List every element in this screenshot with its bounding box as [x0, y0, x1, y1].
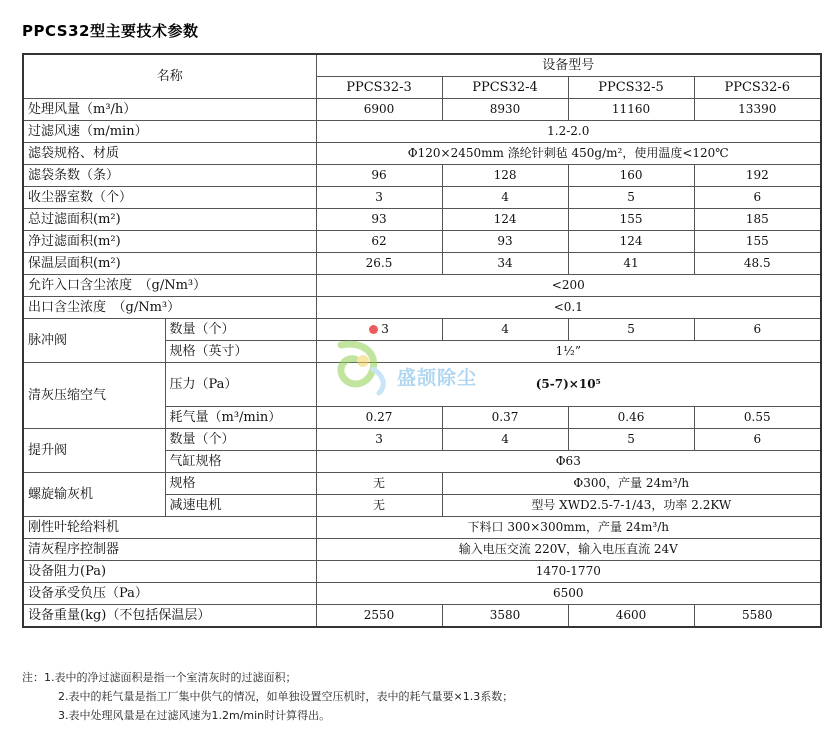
note-item — [22, 668, 513, 687]
spec-table — [22, 53, 822, 628]
table-row — [23, 121, 821, 143]
cell-value: 1.2-2.0 — [316, 121, 821, 143]
table-row — [23, 583, 821, 605]
cell-value: 无 — [316, 473, 442, 495]
cell-value: 93 — [442, 231, 568, 253]
table-row — [23, 319, 821, 341]
cell-value: 5 — [568, 319, 694, 341]
header-model-group: 设备型号 — [316, 54, 821, 77]
row-label: 净过滤面积(m²) — [23, 231, 316, 253]
table-row — [23, 517, 821, 539]
row-label: 过滤风速（m/min） — [23, 121, 316, 143]
row-label: 设备承受负压（Pa） — [23, 583, 316, 605]
table-row — [23, 209, 821, 231]
cell-value: 1470-1770 — [316, 561, 821, 583]
sub-label: 规格 — [165, 473, 316, 495]
group-label: 提升阀 — [23, 429, 165, 473]
cell-value: 3 — [316, 187, 442, 209]
model-header: PPCS32-3 — [316, 77, 442, 99]
cell-value: 0.27 — [316, 407, 442, 429]
cell-value: 2550 — [316, 605, 442, 628]
notes — [22, 668, 513, 725]
page-title: PPCS32型主要技术参数 — [22, 22, 199, 40]
cell-value: 6 — [694, 187, 821, 209]
cell-value: 62 — [316, 231, 442, 253]
cell-value: 192 — [694, 165, 821, 187]
sub-label: 压力（Pa） — [165, 363, 316, 407]
note-text: 1.表中的净过滤面积是指一个室清灰时的过滤面积； — [44, 671, 297, 684]
table-row — [23, 297, 821, 319]
cell-value: 6 — [694, 319, 821, 341]
group-label: 脉冲阀 — [23, 319, 165, 363]
cell-value: 155 — [568, 209, 694, 231]
table-row — [23, 253, 821, 275]
sub-label: 耗气量（m³/min） — [165, 407, 316, 429]
sub-label: 规格（英寸） — [165, 341, 316, 363]
cell-value: 输入电压交流 220V，输入电压直流 24V — [316, 539, 821, 561]
cell-value: 124 — [442, 209, 568, 231]
model-header: PPCS32-6 — [694, 77, 821, 99]
cell-value: 5 — [568, 187, 694, 209]
row-label: 收尘器室数（个） — [23, 187, 316, 209]
sub-label: 减速电机 — [165, 495, 316, 517]
note-item: 2.表中的耗气量是指工厂集中供气的情况，如单独设置空压机时，表中的耗气量要×1.3系数； — [58, 690, 514, 703]
group-label: 清灰压缩空气 — [23, 363, 165, 429]
note-prefix: 注： — [22, 671, 44, 684]
table-row — [23, 165, 821, 187]
cell-value: 41 — [568, 253, 694, 275]
model-header: PPCS32-5 — [568, 77, 694, 99]
row-label: 清灰程序控制器 — [23, 539, 316, 561]
cell-value: 3580 — [442, 605, 568, 628]
header-name: 名称 — [23, 54, 316, 99]
cell-value — [316, 319, 442, 341]
table-row — [23, 473, 821, 495]
cell-value: 185 — [694, 209, 821, 231]
cell-value: <0.1 — [316, 297, 821, 319]
cell-text: 3 — [381, 322, 389, 336]
row-label: 设备重量(kg)（不包括保温层） — [23, 605, 316, 628]
cell-value: 93 — [316, 209, 442, 231]
cell-value: 4 — [442, 429, 568, 451]
sub-label: 数量（个） — [165, 429, 316, 451]
cell-value: 96 — [316, 165, 442, 187]
group-label: 螺旋输灰机 — [23, 473, 165, 517]
row-label: 允许入口含尘浓度 （g/Nm³） — [23, 275, 316, 297]
cell-value: 34 — [442, 253, 568, 275]
table-row — [23, 187, 821, 209]
cell-value: 160 — [568, 165, 694, 187]
cell-value: Φ120×2450mm 涤纶针刺毡 450g/m²，使用温度<120℃ — [316, 143, 821, 165]
cell-value: 1½” — [316, 341, 821, 363]
table-row — [23, 561, 821, 583]
cell-value: 型号 XWD2.5-7-1/43，功率 2.2KW — [442, 495, 821, 517]
cell-value: 11160 — [568, 99, 694, 121]
cell-value: 128 — [442, 165, 568, 187]
cell-value: 26.5 — [316, 253, 442, 275]
row-label: 设备阻力(Pa) — [23, 561, 316, 583]
row-label: 出口含尘浓度 （g/Nm³） — [23, 297, 316, 319]
table-row — [23, 429, 821, 451]
cell-value: 3 — [316, 429, 442, 451]
row-label: 总过滤面积(m²) — [23, 209, 316, 231]
cell-value: 无 — [316, 495, 442, 517]
cell-value: 5580 — [694, 605, 821, 628]
cell-value: 13390 — [694, 99, 821, 121]
cell-value: (5-7)×10⁵ — [316, 363, 821, 407]
cell-value: 6 — [694, 429, 821, 451]
cell-value: 4600 — [568, 605, 694, 628]
cell-value: 4 — [442, 187, 568, 209]
cell-value: 0.55 — [694, 407, 821, 429]
cell-value: 8930 — [442, 99, 568, 121]
cell-value: 48.5 — [694, 253, 821, 275]
row-label: 刚性叶轮给料机 — [23, 517, 316, 539]
cell-value: 4 — [442, 319, 568, 341]
cell-value: 6500 — [316, 583, 821, 605]
cell-value: 0.46 — [568, 407, 694, 429]
table-header-row — [23, 54, 821, 77]
row-label: 保温层面积(m²) — [23, 253, 316, 275]
watermark-text: 盛颉除尘 — [397, 367, 478, 389]
red-dot-icon — [369, 325, 378, 334]
table-row — [23, 539, 821, 561]
cell-value: Φ300，产量 24m³/h — [442, 473, 821, 495]
sub-label: 气缸规格 — [165, 451, 316, 473]
sub-label: 数量（个） — [165, 319, 316, 341]
table-row — [23, 231, 821, 253]
row-label: 处理风量（m³/h） — [23, 99, 316, 121]
cell-value: 下料口 300×300mm，产量 24m³/h — [316, 517, 821, 539]
cell-value: 0.37 — [442, 407, 568, 429]
cell-value: 6900 — [316, 99, 442, 121]
table-row — [23, 275, 821, 297]
cell-value: Φ63 — [316, 451, 821, 473]
table-row — [23, 99, 821, 121]
model-header: PPCS32-4 — [442, 77, 568, 99]
cell-value: <200 — [316, 275, 821, 297]
cell-value: 124 — [568, 231, 694, 253]
note-item: 3.表中处理风量是在过滤风速为1.2m/min时计算得出。 — [58, 709, 331, 722]
cell-value: 5 — [568, 429, 694, 451]
row-label: 滤袋条数（条） — [23, 165, 316, 187]
table-row — [23, 143, 821, 165]
table-row — [23, 605, 821, 628]
row-label: 滤袋规格、材质 — [23, 143, 316, 165]
table-row — [23, 363, 821, 407]
cell-value: 155 — [694, 231, 821, 253]
